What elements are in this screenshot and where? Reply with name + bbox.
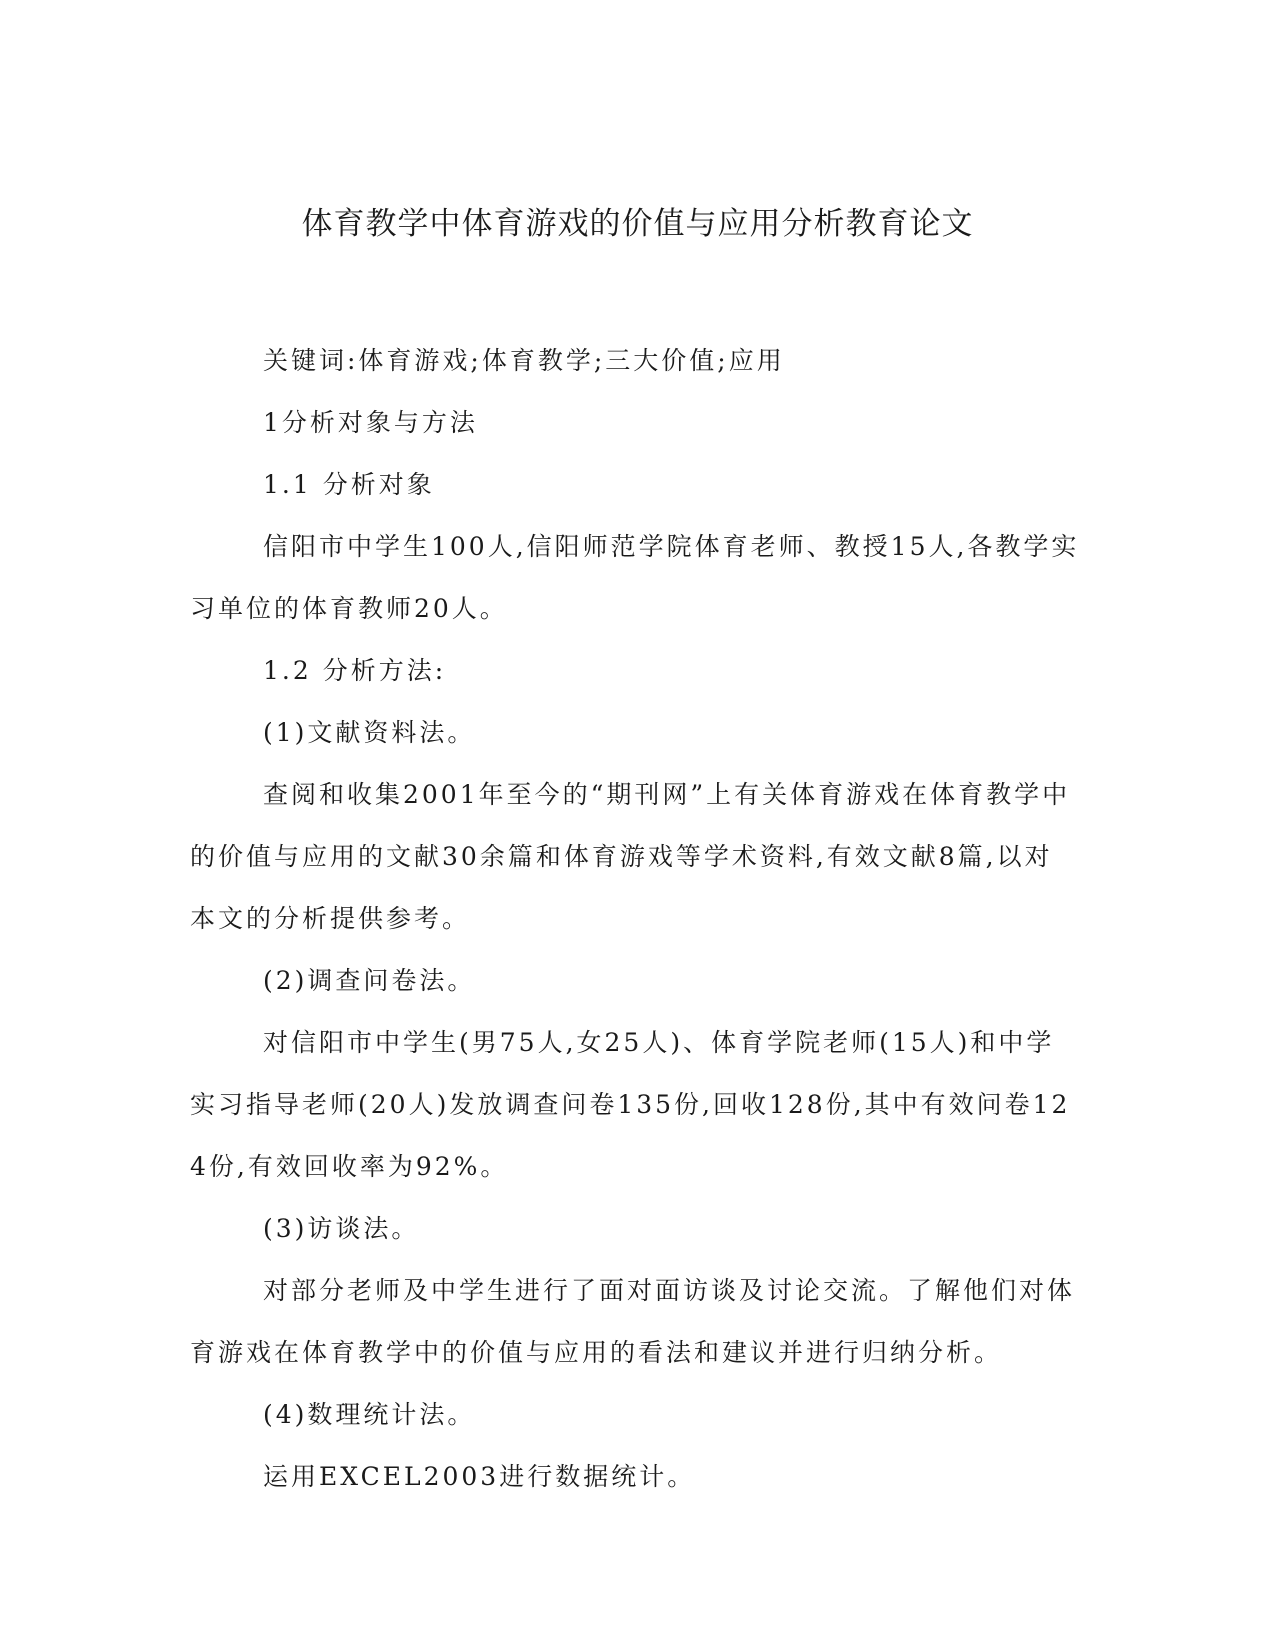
body-paragraph: 对信阳市中学生(男75人,女25人)、体育学院老师(15人)和中学实习指导老师(20人)发放调查问卷135份,回收128份,其中有效问卷124份,有效回收率为92%。 <box>190 1028 1071 1181</box>
body-paragraph: 查阅和收集2001年至今的“期刊网”上有关体育游戏在体育教学中的价值与应用的文献30余篇和体育游戏等学术资料,有效文献8篇,以对本文的分析提供参考。 <box>190 780 1071 933</box>
method-heading: (1)文献资料法。 <box>263 718 476 747</box>
method-heading: (4)数理统计法。 <box>263 1400 476 1429</box>
method-heading: (2)调查问卷法。 <box>263 966 476 995</box>
section-heading: 1分析对象与方法 <box>263 408 478 437</box>
document-title: 体育教学中体育游戏的价值与应用分析教育论文 <box>301 206 974 242</box>
body-paragraph: 运用EXCEL2003进行数据统计。 <box>263 1462 696 1491</box>
method-heading: (3)访谈法。 <box>263 1214 420 1243</box>
subsection-heading: 1.2 分析方法: <box>263 656 447 685</box>
document-body <box>190 330 1080 1508</box>
body-paragraph: 对部分老师及中学生进行了面对面访谈及讨论交流。了解他们对体育游戏在体育教学中的价值与应用的看法和建议并进行归纳分析。 <box>190 1276 1076 1367</box>
keywords-paragraph: 关键词:体育游戏;体育教学;三大价值;应用 <box>263 346 785 375</box>
subsection-heading: 1.1 分析对象 <box>263 470 435 499</box>
body-paragraph: 信阳市中学生100人,信阳师范学院体育老师、教授15人,各教学实习单位的体育教师20人。 <box>190 532 1080 623</box>
